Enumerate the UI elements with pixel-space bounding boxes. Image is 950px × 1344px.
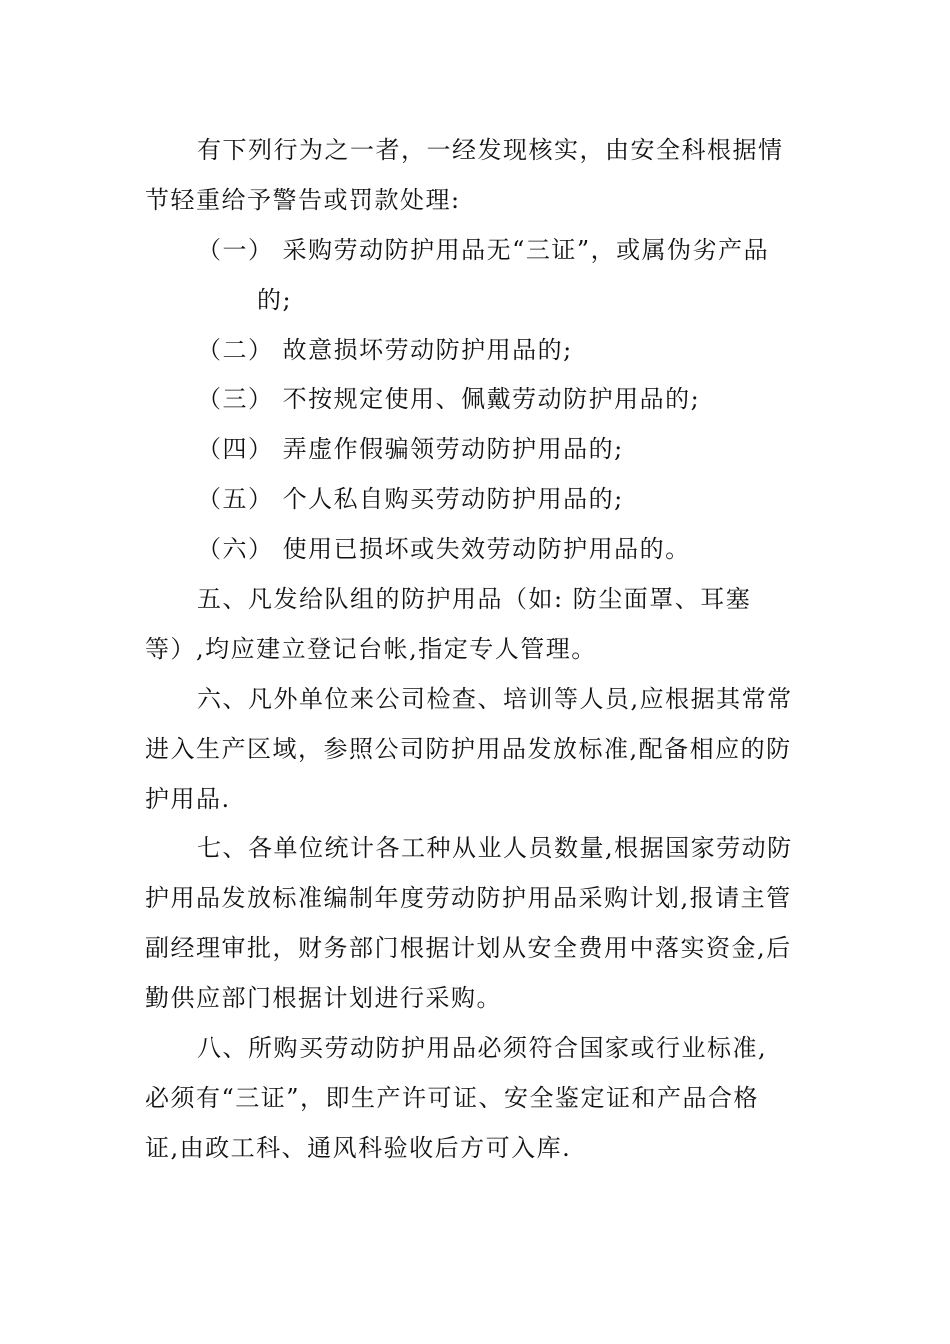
list-item-1-line-1: （一） 采购劳动防护用品无“三证”，或属伪劣产品	[197, 236, 770, 264]
section-7-line-3: 副经理审批，财务部门根据计划从安全费用中落实资金,后	[145, 934, 792, 962]
paragraph-intro-line-1: 有下列行为之一者，一经发现核实，由安全科根据情	[197, 136, 784, 164]
section-8-line-1: 八、所购买劳动防护用品必须符合国家或行业标准,	[197, 1034, 768, 1062]
section-7-line-4: 勤供应部门根据计划进行采购。	[145, 984, 502, 1012]
list-item-3: （三） 不按规定使用、佩戴劳动防护用品的;	[197, 385, 701, 413]
section-7-line-1: 七、各单位统计各工种从业人员数量,根据国家劳动防	[197, 834, 793, 862]
section-8-line-2: 必须有“三证”，即生产许可证、安全鉴定证和产品合格	[145, 1084, 760, 1112]
paragraph-intro-line-2: 节轻重给予警告或罚款处理:	[145, 186, 461, 214]
section-6-line-2: 进入生产区域，参照公司防护用品发放标准,配备相应的防	[145, 735, 792, 763]
section-5-line-2: 等）,均应建立登记台帐,指定专人管理。	[145, 635, 597, 663]
list-item-5: （五） 个人私自购买劳动防护用品的;	[197, 485, 624, 513]
section-6-line-3: 护用品.	[145, 785, 231, 813]
list-item-6: （六） 使用已损坏或失效劳动防护用品的。	[197, 535, 691, 563]
list-item-2: （二） 故意损坏劳动防护用品的;	[197, 336, 573, 364]
section-7-line-2: 护用品发放标准编制年度劳动防护用品采购计划,报请主管	[145, 884, 792, 912]
list-item-1-line-2: 的;	[257, 286, 293, 314]
section-6-line-1: 六、凡外单位来公司检查、培训等人员,应根据其常常	[197, 685, 793, 713]
list-item-4: （四） 弄虚作假骗领劳动防护用品的;	[197, 435, 624, 463]
section-5-line-1: 五、凡发给队组的防护用品（如: 防尘面罩、耳塞	[197, 585, 752, 613]
section-8-line-3: 证,由政工科、通风科验收后方可入库.	[145, 1134, 572, 1162]
